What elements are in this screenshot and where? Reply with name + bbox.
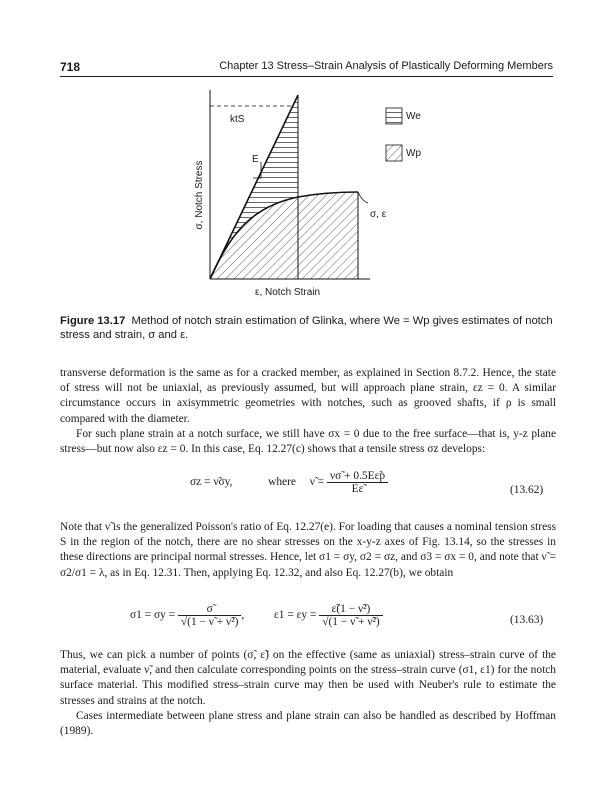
paragraph-3: Note that ν̃ is the generalized Poisson's ratio of Eq. 12.27(e). For loading that causes a nominal tension stress S in the region of the notch, there are no shear stresses on the x-y-z axes of Fig. 13.14, so the stresses in these directions are principal normal stresses. Hence, let σ1 = σy, σ2 = σz, and σ3 = σx = 0, and note that ν̃ = σ2/σ1 = λ, as in Eq. 12.31. Then, applying Eq. 12.32, and also Eq. 12.27(b), we obtain	[60, 521, 556, 579]
eq1363-comma: ,	[241, 609, 245, 622]
paragraph-4: Thus, we can pick a number of points (σ̃, ε̃) on the effective (same as uniaxial) stress–strain curve of the material, evaluate ν̃, and then calculate corresponding points on the stress–strain curve (σ1, ε1) for the notch surface material. This modified stress–strain curve may then be used with Neuber's rule to estimate the stresses and strains at the notch.	[60, 649, 556, 707]
eq1363-den1: √(1 − ν̃ + ν̃²)	[180, 616, 239, 628]
eq1362-denominator: Eε̃	[351, 483, 364, 495]
eq1363-lhs2: ε1 = εy =	[274, 609, 317, 622]
y-axis-label: σ, Notch Stress	[194, 160, 205, 230]
eq1363-den2: √(1 − ν̃ + ν̃²)	[322, 616, 380, 628]
eq1363-lhs1: σ1 = σy =	[130, 609, 176, 622]
legend-We-label: We	[406, 111, 421, 122]
caption-label: Figure 13.17	[60, 315, 126, 327]
eq1362-where: where	[268, 476, 296, 489]
paragraph-5: Cases intermediate between plane stress and plane strain can also be handled as described by Hoffman (1989).	[60, 710, 556, 738]
paragraph-1: transverse deformation is the same as for a cracked member, as explained in Section 8.7.2. Hence, the state of stress will not be uniaxial, as previously assumed, but will approach plane strain, εz = 0. A similar circumstance occurs in axisymmetric geometries with notches, such as grooved shafts, if ρ is small compared with the diameter.	[60, 367, 556, 425]
ktS-label: ktS	[230, 114, 245, 125]
legend-Wp-label: Wp	[406, 148, 421, 159]
paragraph-2: For such plane strain at a notch surface, we still have σx = 0 due to the free surface—that is, y-z plane stress—but now also εz = 0. In this case, Eq. 12.27(c) shows that a tensile stress σz develops:	[60, 428, 556, 456]
equation-13-63	[130, 603, 383, 628]
glinka-figure	[190, 85, 450, 300]
x-axis-label: ε, Notch Strain	[255, 287, 321, 298]
header-rule	[60, 76, 553, 77]
legend-Wp-swatch	[386, 145, 402, 161]
eq1362-nu: ν̃ =	[309, 476, 325, 489]
equation-13-62	[190, 470, 388, 495]
eq1363-number: (13.63)	[510, 614, 544, 626]
page-number: 718	[60, 60, 81, 74]
eq1363-num2: ε̃(1 − ν̃²)	[319, 603, 383, 616]
eq1362-numerator: νσ̃ + 0.5Eε̃p	[327, 470, 388, 483]
eq1362-lhs: σz = ν̃σy,	[190, 476, 233, 489]
curve-label: σ, ε	[370, 209, 387, 220]
legend-We-swatch	[386, 108, 402, 124]
caption-text: Method of notch strain estimation of Glinka, where We = Wp gives estimates of notch stress and strain, σ and ε.	[60, 315, 553, 341]
eq1363-num1: σ̃	[178, 603, 242, 616]
eq1362-number: (13.62)	[510, 484, 544, 496]
running-title: Chapter 13 Stress–Strain Analysis of Plastically Deforming Members	[219, 60, 553, 72]
figure-caption	[60, 314, 555, 342]
E-label: E	[252, 154, 259, 165]
